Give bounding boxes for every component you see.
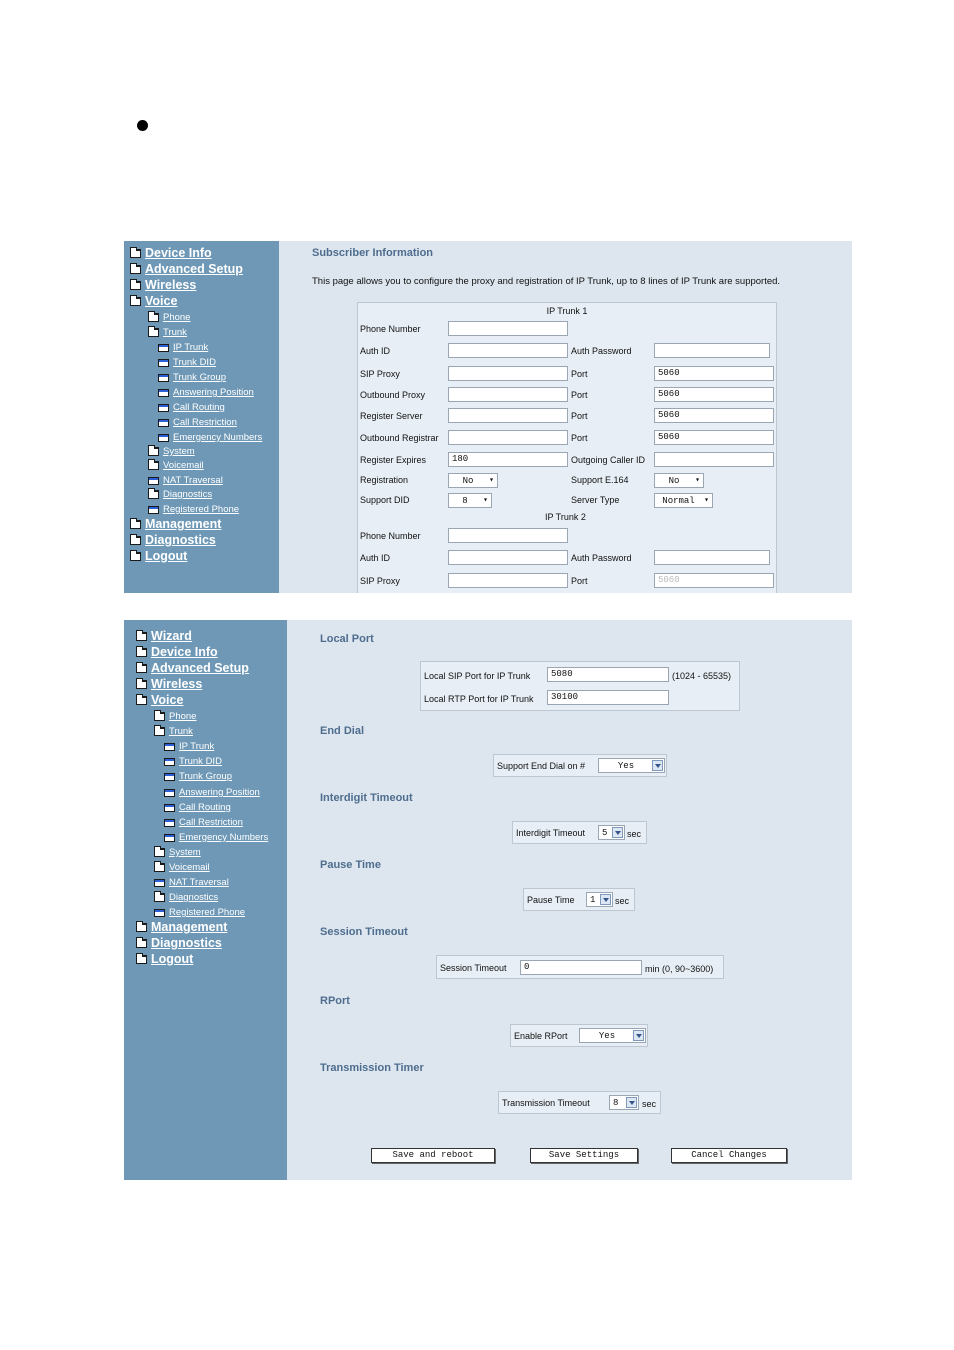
nav-trunk-group[interactable]: Trunk Group [164,771,232,782]
phone-number-label: Phone Number [360,531,421,541]
nav-advanced-setup[interactable]: Advanced Setup [130,262,243,276]
auth-password-label: Auth Password [571,553,632,563]
page-title: Subscriber Information [312,247,434,259]
nav-call-routing[interactable]: Call Routing [164,802,231,813]
dropdown-arrow-icon: ▾ [483,496,488,505]
pause-time-heading: Pause Time [320,859,381,871]
nav-diagnostics-sub[interactable]: Diagnostics [154,892,218,903]
nav-phone[interactable]: Phone [154,711,196,722]
trunk2-auth-id-input[interactable] [448,550,568,565]
dropdown-arrow-icon [626,1097,637,1108]
folder-icon [148,461,159,470]
register-server-port-input[interactable]: 5060 [654,408,774,423]
support-end-dial-label: Support End Dial on # [497,761,586,771]
sip-proxy-label: SIP Proxy [360,576,400,586]
trunk2-auth-password-input[interactable] [654,550,770,565]
transmission-timeout-unit: sec [642,1099,657,1109]
folder-icon [130,265,141,274]
register-server-input[interactable] [448,408,568,423]
page-icon [164,789,175,797]
server-type-label: Server Type [571,495,620,505]
interdigit-timeout-label: Interdigit Timeout [516,828,586,838]
outbound-registrar-label: Outbound Registrar [360,433,439,443]
sip-proxy-label: SIP Proxy [360,369,400,379]
page-icon [154,909,165,917]
auth-id-label: Auth ID [360,553,391,563]
support-e164-select[interactable]: No ▾ [654,473,704,488]
nav-voicemail[interactable]: Voicemail [148,460,204,471]
nav-trunk[interactable]: Trunk [148,327,187,338]
page-icon [154,879,165,887]
nav-trunk[interactable]: Trunk [154,726,193,737]
port-label: Port [571,433,588,443]
nav-call-restriction[interactable]: Call Restriction [158,417,237,428]
nav-ip-trunk[interactable]: IP Trunk [158,342,208,353]
nav-advanced-setup[interactable]: Advanced Setup [136,661,249,675]
folder-icon [148,447,159,456]
support-did-label: Support DID [360,495,410,505]
registration-label: Registration [360,475,409,485]
trunk2-heading: IP Trunk 2 [545,512,586,522]
folder-icon [136,680,147,689]
nav-logout[interactable]: Logout [136,952,193,966]
pause-time-panel [523,888,635,911]
register-server-label: Register Server [360,411,423,421]
port-label: Port [571,369,588,379]
port-label: Port [571,576,588,586]
nav-voice[interactable]: Voice [136,693,183,707]
transmission-timer-panel [498,1091,661,1114]
transmission-timer-heading: Transmission Timer [320,1062,424,1074]
dropdown-arrow-icon: ▾ [489,476,494,485]
transmission-timeout-label: Transmission Timeout [502,1098,590,1108]
folder-icon [148,490,159,499]
bullet-point [137,120,148,131]
sip-proxy-input[interactable] [448,366,568,381]
page-icon [158,344,169,352]
folder-icon [136,955,147,964]
nav-wizard[interactable]: Wizard [136,629,192,643]
page-icon [158,434,169,442]
nav-registered-phone[interactable]: Registered Phone [154,907,245,918]
page-icon [164,758,175,766]
page-icon [158,404,169,412]
nav-nat-traversal[interactable]: NAT Traversal [154,877,229,888]
nav-phone[interactable]: Phone [148,312,190,323]
auth-password-label: Auth Password [571,346,632,356]
nav-answering-position[interactable]: Answering Position [164,787,260,798]
local-port-panel [420,661,740,711]
nav-wireless[interactable]: Wireless [130,278,196,292]
page-icon [164,743,175,751]
pause-time-label: Pause Time [527,895,575,905]
enable-rport-select[interactable]: Yes [579,1028,646,1043]
nav-trunk-did[interactable]: Trunk DID [164,756,222,767]
save-settings-button[interactable]: Save Settings [530,1148,638,1163]
rport-panel [510,1024,648,1047]
local-sip-port-range: (1024 - 65535) [672,671,732,681]
server-type-select[interactable]: Normal ▾ [654,493,713,508]
sidebar-nav [124,241,279,593]
folder-icon [136,648,147,657]
ip-trunk-subscriber-screenshot [124,241,852,593]
ip-trunk-settings-screenshot [124,620,852,1180]
page-icon [164,804,175,812]
nav-voice[interactable]: Voice [130,294,177,308]
page-icon [158,374,169,382]
outgoing-caller-id-label: Outgoing Caller ID [571,455,646,465]
pause-time-unit: sec [615,896,630,906]
trunk2-sip-proxy-port-input[interactable]: 5060 [654,573,774,588]
folder-icon [130,249,141,258]
nav-voicemail[interactable]: Voicemail [154,862,210,873]
folder-icon [130,297,141,306]
save-and-reboot-button[interactable]: Save and reboot [371,1148,495,1163]
folder-icon [136,632,147,641]
outbound-proxy-port-input[interactable]: 5060 [654,387,774,402]
pause-time-select[interactable]: 1 [586,892,613,907]
interdigit-timeout-unit: sec [627,829,642,839]
page-icon [158,359,169,367]
local-sip-port-input[interactable]: 5080 [547,667,669,682]
page-icon [158,419,169,427]
folder-icon [148,328,159,337]
end-dial-heading: End Dial [320,725,365,737]
page-icon [164,834,175,842]
nav-device-info[interactable]: Device Info [136,645,218,659]
folder-icon [136,696,147,705]
dropdown-arrow-icon: ▾ [704,496,709,505]
page-icon [148,477,159,485]
nav-call-restriction[interactable]: Call Restriction [164,817,243,828]
nav-logout[interactable]: Logout [130,549,187,563]
folder-icon [136,664,147,673]
folder-icon [148,313,159,322]
nav-system[interactable]: System [154,847,201,858]
nav-call-routing[interactable]: Call Routing [158,402,225,413]
page-icon [164,773,175,781]
page-icon [164,819,175,827]
trunk2-phone-number-input[interactable] [448,528,568,543]
dropdown-arrow-icon [600,894,611,905]
transmission-timeout-select[interactable]: 8 [609,1095,639,1110]
interdigit-timeout-panel [512,821,647,844]
page-icon [148,506,159,514]
session-timeout-heading: Session Timeout [320,926,408,938]
nav-trunk-did[interactable]: Trunk DID [158,357,216,368]
nav-management[interactable]: Management [130,517,221,531]
session-timeout-panel [436,955,724,979]
dropdown-arrow-icon [652,760,663,771]
ip-trunk-form-panel [357,302,777,593]
auth-id-label: Auth ID [360,346,391,356]
folder-icon [154,848,165,857]
folder-icon [130,281,141,290]
session-timeout-input[interactable]: 0 [520,960,642,975]
page-description: This page allows you to configure the proxy and registration of IP Trunk, up to 8 lines of IP Trunk are supported. [312,276,781,287]
folder-icon [154,893,165,902]
enable-rport-label: Enable RPort [514,1031,568,1041]
nav-diagnostics[interactable]: Diagnostics [136,936,222,950]
register-expires-input[interactable]: 180 [448,452,568,467]
local-rtp-port-label: Local RTP Port for IP Trunk [424,694,534,704]
port-label: Port [571,390,588,400]
auth-password-input[interactable] [654,343,770,358]
nav-system[interactable]: System [148,446,195,457]
session-timeout-unit: min (0, 90~3600) [645,964,714,974]
folder-icon [154,712,165,721]
nav-trunk-group[interactable]: Trunk Group [158,372,226,383]
folder-icon [130,520,141,529]
outbound-proxy-label: Outbound Proxy [360,390,426,400]
nav-wireless[interactable]: Wireless [136,677,202,691]
phone-number-input[interactable] [448,321,568,336]
nav-diagnostics[interactable]: Diagnostics [130,533,216,547]
dropdown-arrow-icon: ▾ [695,476,700,485]
trunk1-heading: IP Trunk 1 [546,306,588,316]
local-sip-port-label: Local SIP Port for IP Trunk [424,671,531,681]
page-icon [158,389,169,397]
dropdown-arrow-icon [612,827,623,838]
session-timeout-label: Session Timeout [440,963,507,973]
nav-management[interactable]: Management [136,920,227,934]
support-e164-label: Support E.164 [571,475,629,485]
end-dial-panel [493,754,667,777]
nav-device-info[interactable]: Device Info [130,246,212,260]
nav-ip-trunk[interactable]: IP Trunk [164,741,214,752]
support-end-dial-select[interactable]: Yes [598,758,665,773]
nav-diagnostics-sub[interactable]: Diagnostics [148,489,212,500]
interdigit-timeout-select[interactable]: 5 [598,825,625,840]
registration-select[interactable]: No ▾ [448,473,498,488]
outbound-proxy-input[interactable] [448,387,568,402]
local-rtp-port-input[interactable]: 30100 [547,690,669,705]
rport-heading: RPort [320,995,350,1007]
outbound-registrar-port-input[interactable]: 5060 [654,430,774,445]
trunk2-sip-proxy-input[interactable] [448,573,568,588]
nav-nat-traversal[interactable]: NAT Traversal [148,475,223,486]
folder-icon [136,923,147,932]
outgoing-caller-id-input[interactable] [654,452,774,467]
phone-number-label: Phone Number [360,324,421,334]
folder-icon [154,727,165,736]
folder-icon [154,863,165,872]
port-label: Port [571,411,588,421]
auth-id-input[interactable] [448,343,568,358]
nav-registered-phone[interactable]: Registered Phone [148,504,239,515]
cancel-changes-button[interactable]: Cancel Changes [671,1148,787,1163]
folder-icon [130,552,141,561]
dropdown-arrow-icon [633,1030,644,1041]
outbound-registrar-input[interactable] [448,430,568,445]
sidebar-nav [124,620,287,1180]
folder-icon [130,536,141,545]
register-expires-label: Register Expires [360,455,427,465]
nav-answering-position[interactable]: Answering Position [158,387,254,398]
folder-icon [136,939,147,948]
local-port-heading: Local Port [320,633,374,645]
nav-emergency-numbers[interactable]: Emergency Numbers [158,432,262,443]
support-did-select[interactable]: 8 ▾ [448,493,492,508]
nav-emergency-numbers[interactable]: Emergency Numbers [164,832,268,843]
interdigit-timeout-heading: Interdigit Timeout [320,792,413,804]
sip-proxy-port-input[interactable]: 5060 [654,366,774,381]
